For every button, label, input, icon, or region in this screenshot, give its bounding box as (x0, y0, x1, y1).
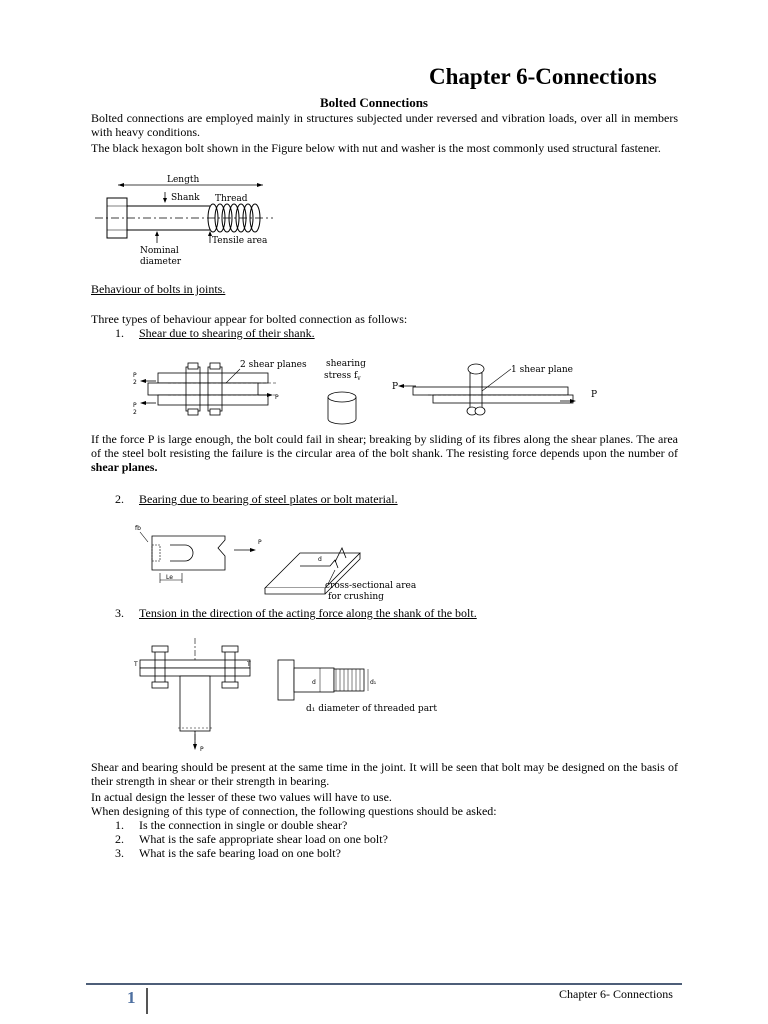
d-tension: d (312, 679, 316, 686)
item-number: 2. (115, 492, 124, 506)
cross-section-label-2: for crushing (328, 592, 384, 602)
question-text: What is the safe bearing load on one bolt? (139, 846, 341, 860)
diameter-label: diameter (140, 257, 182, 267)
shear-planes-bold: shear planes. (91, 460, 158, 474)
two-top: 2 (133, 379, 137, 386)
footer-chapter: Chapter 6- Connections (559, 987, 673, 1001)
nominal-label: Nominal (140, 246, 179, 256)
item-number: 1. (115, 326, 124, 340)
question-text: What is the safe appropriate shear load on one bolt? (139, 832, 388, 846)
question-text: Is the connection in single or double shear? (139, 818, 348, 832)
p-tension: P (200, 746, 204, 753)
bolt-figure (95, 170, 295, 270)
footer-separator (146, 988, 148, 1014)
p-half-top: P (133, 372, 137, 379)
behaviour-intro: Three types of behaviour appear for bolted connection as follows: (91, 312, 408, 326)
item-number: 3. (115, 606, 124, 620)
fb-label: fb (135, 525, 141, 532)
shear-figure (128, 355, 598, 430)
closing-paragraph-3: When designing of this type of connection, the following questions should be asked: (91, 804, 497, 818)
question-number: 3. (115, 846, 124, 860)
intro-paragraph-1: Bolted connections are employed mainly in structures subjected under reversed and vibration loads, over all in members with heavy conditions. (91, 111, 678, 139)
behaviour-item-2 (115, 492, 398, 506)
closing-paragraph-2: In actual design the lesser of these two values will have to use. (91, 790, 392, 804)
shear-paragraph (91, 432, 678, 474)
shear-plane-1-label: 1 shear plane (511, 365, 573, 375)
d1-description: d₁ diameter of threaded part (306, 704, 437, 714)
t-left: T (134, 661, 138, 668)
question-item (115, 832, 388, 846)
question-number: 1. (115, 818, 124, 832)
footer-divider (86, 983, 682, 985)
question-item (115, 846, 341, 860)
item-label: Tension in the direction of the acting force along the shank of the bolt. (139, 606, 477, 620)
behaviour-item-3 (115, 606, 477, 620)
item-label: Bearing due to bearing of steel plates or bolt material. (139, 492, 398, 506)
shearing-label: shearing (326, 359, 366, 369)
chapter-title: Chapter 6-Connections (429, 64, 657, 89)
shear-paragraph-text: If the force P is large enough, the bolt could fail in shear; breaking by sliding of its fibres along the shear planes. The area of the steel bolt resisting the failure is the circular area of the bolt shank. The resisting force depends upon the number of (91, 432, 678, 460)
page-number: 1 (127, 988, 136, 1007)
p-bearing: P (258, 539, 262, 546)
section-title: Bolted Connections (320, 95, 428, 110)
p-left-single: P (392, 382, 399, 392)
shear-planes-2-label: 2 shear planes (240, 360, 307, 370)
d1-tension: d₁ (370, 679, 377, 686)
p-right-single: P (591, 390, 598, 400)
tensile-area-label: Tensile area (212, 236, 268, 246)
stress-label: stress $f_v$ (324, 371, 361, 382)
shank-label: Shank (171, 193, 200, 203)
bearing-figure (130, 518, 417, 604)
t-right: T (247, 661, 251, 668)
closing-paragraph-1: Shear and bearing should be present at the same time in the joint. It will be seen that bolt may be designed on the basis of their strength in shear or their strength in bearing. (91, 760, 678, 788)
behaviour-item-1 (115, 326, 315, 340)
tension-figure (130, 636, 450, 756)
question-item (115, 818, 347, 832)
question-number: 2. (115, 832, 124, 846)
le-label: Le (166, 574, 173, 581)
p-right: P (275, 394, 279, 401)
thread-label: Thread (215, 194, 248, 204)
cross-section-label-1: cross-sectional area (325, 581, 417, 591)
d-bearing: d (318, 556, 322, 563)
p-half-bottom: P (133, 402, 137, 409)
two-bottom: 2 (133, 409, 137, 416)
behaviour-heading: Behaviour of bolts in joints. (91, 282, 226, 296)
length-label: Length (167, 175, 200, 185)
intro-paragraph-2: The black hexagon bolt shown in the Figure below with nut and washer is the most commonly used structural fastener. (91, 141, 661, 155)
item-label: Shear due to shearing of their shank. (139, 326, 315, 340)
